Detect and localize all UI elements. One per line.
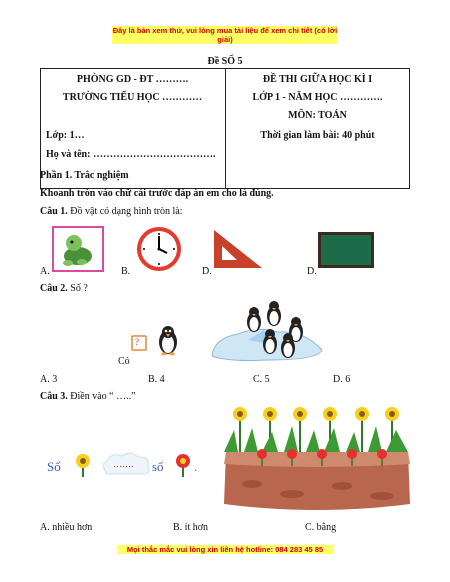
q1-option-c[interactable]: D. [202, 266, 212, 277]
header-school: TRƯỜNG TIỂU HỌC ………… [62, 92, 203, 103]
question-2: Câu 2. Số ? [40, 283, 88, 294]
yellow-flower-icon [72, 452, 94, 478]
penguin-1 [247, 307, 261, 332]
q3-period: . [194, 459, 198, 474]
turtle-picture [52, 226, 104, 272]
clock-picture [136, 226, 182, 272]
exam-title: Đề SỐ 5 [207, 56, 243, 67]
q1-option-d[interactable]: D. [307, 266, 317, 277]
q3-option-a[interactable]: A. nhiều hơn [40, 522, 93, 533]
preview-banner: Đây là bản xem thử, vui lòng mua tài liệu để xem chi tiết (có lời giải) [112, 26, 338, 44]
question-3: Câu 3. Điền vào “ …..” [40, 391, 136, 402]
q3-option-c[interactable]: C. bằng [305, 522, 337, 533]
penguins-on-ice-picture [208, 300, 326, 362]
q1-option-b[interactable]: B. [121, 266, 131, 277]
hotline-banner: Mọi thắc mắc vui lòng xin liên hệ hotline: 084 283 45 85 [117, 545, 333, 554]
question-1: Câu 1. Đồ vật có dạng hình tròn là: [40, 206, 183, 217]
header-right-cell [225, 69, 410, 189]
q2-option-b[interactable]: B. 4 [148, 374, 165, 385]
penguin-2 [267, 301, 281, 326]
header-class: Lớp: 1… [46, 130, 85, 141]
instruction: Khoanh tròn vào chữ cái trước đáp án em cho là đúng. [40, 188, 274, 199]
q1-option-a[interactable]: A. [40, 266, 50, 277]
q2-option-a[interactable]: A. 3 [40, 374, 58, 385]
header-name: Họ và tên: ………………………………. [46, 149, 216, 160]
q2-option-d[interactable]: D. 6 [333, 374, 351, 385]
header-subject: MÔN: TOÁN [288, 110, 347, 121]
q3-so-label-1: Số [47, 459, 61, 474]
part-heading: Phần 1. Trắc nghiệm [40, 170, 129, 181]
flower-bed-picture [222, 404, 412, 514]
question-box [131, 335, 147, 351]
header-department: PHÒNG GD - ĐT ………. [76, 74, 189, 85]
q3-blank-dots: ……. [113, 459, 134, 469]
question-mark: ? [135, 337, 139, 347]
header-grade-year: LỚP 1 - NĂM HỌC …………. [252, 92, 383, 103]
penguin-icon [156, 324, 180, 356]
chalkboard-picture [318, 232, 374, 268]
q3-option-b[interactable]: B. ít hơn [173, 522, 209, 533]
q2-option-c[interactable]: C. 5 [253, 374, 270, 385]
q3-so-label-2: số [152, 459, 164, 474]
q2-co-label: Có [118, 356, 130, 367]
header-duration: Thời gian làm bài: 40 phút [260, 130, 375, 141]
set-square-picture [212, 228, 264, 270]
red-flower-icon [172, 452, 194, 478]
header-exam-name: ĐỀ THI GIỮA HỌC KÌ I [262, 74, 373, 85]
